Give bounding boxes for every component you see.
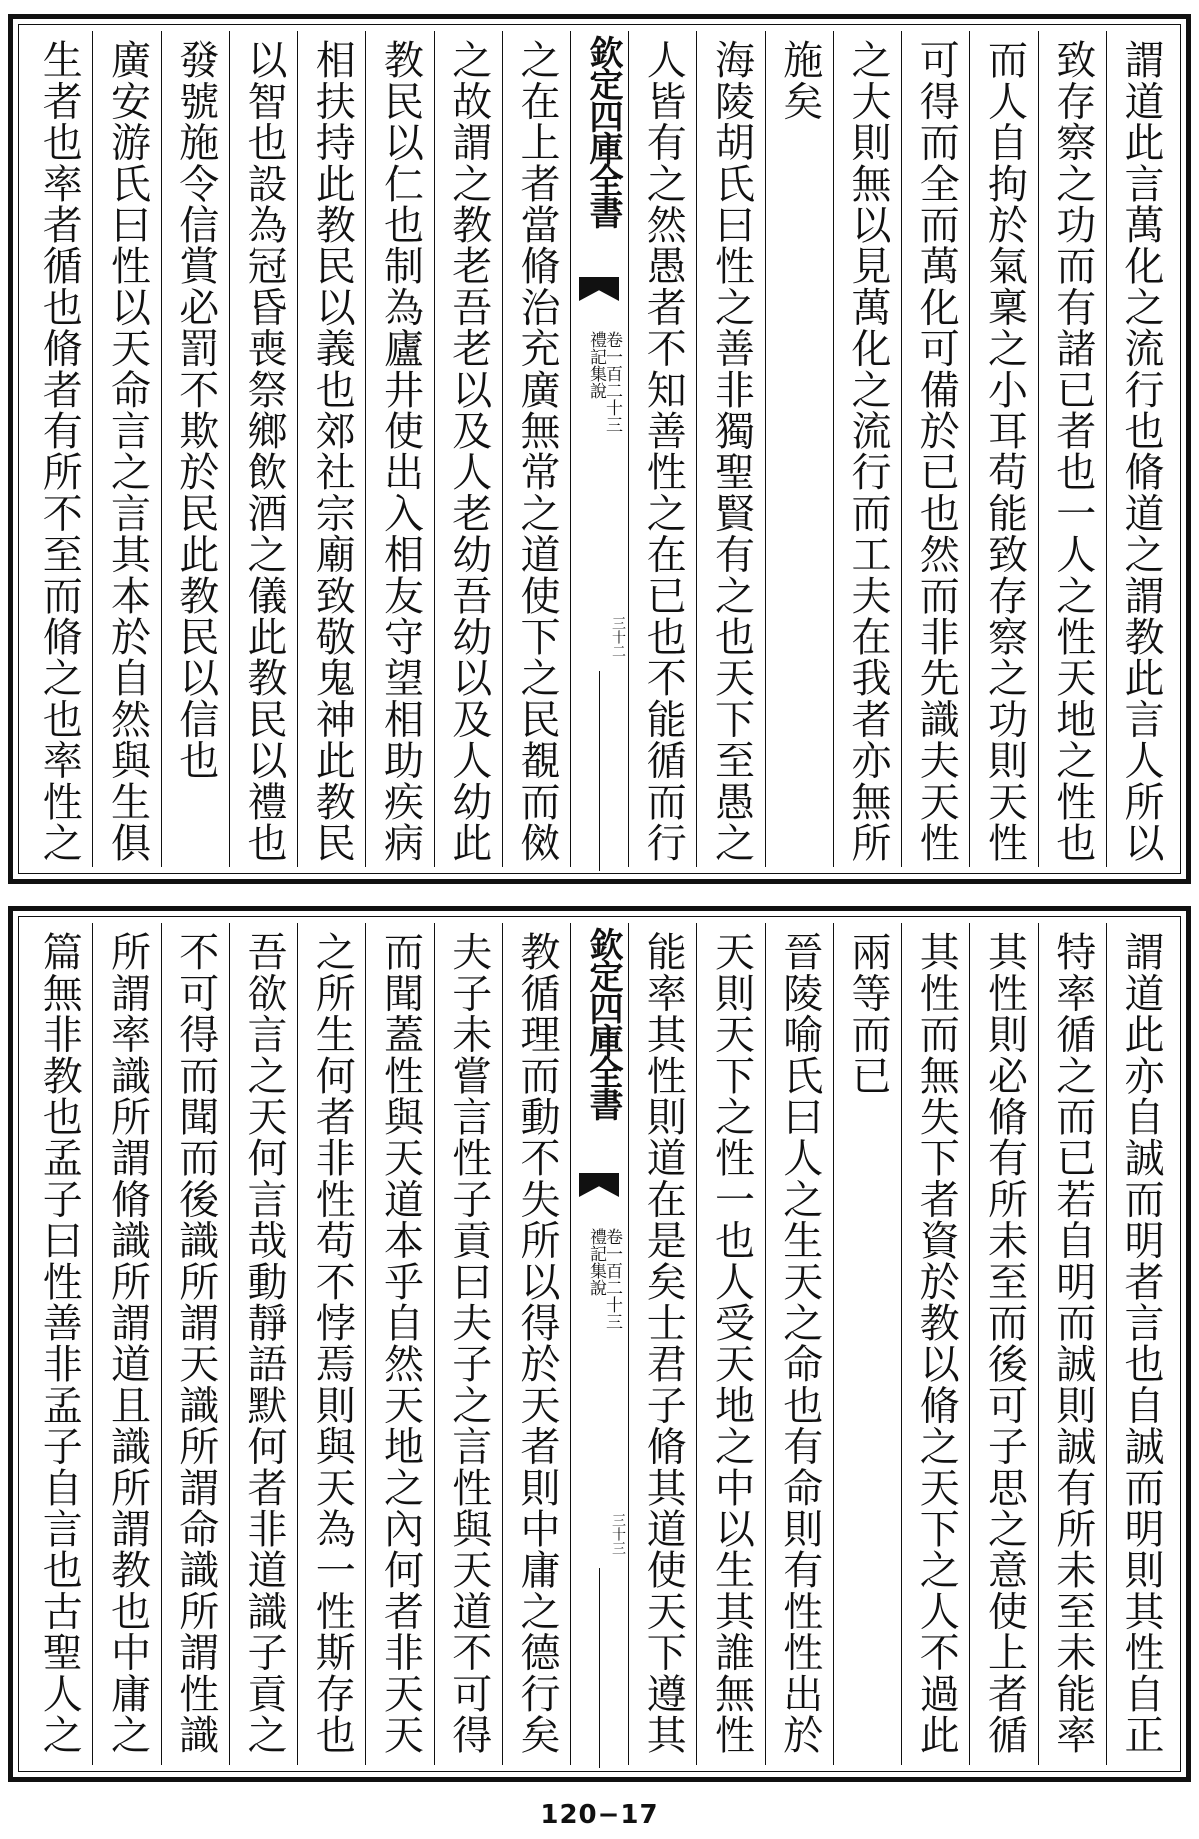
sub-title-line1: 禮記集說 (586, 1228, 606, 1296)
page-panel-bottom (8, 906, 1191, 1782)
page-number: 三十三 (610, 1513, 626, 1555)
page-panel-top (8, 14, 1191, 884)
text-column: 吾欲言之天何言哉動靜語默何者非道識子貢之 (229, 923, 297, 1765)
text-column: 兩等而已 (833, 923, 901, 1765)
text-column: 天則天下之性一也人受天地之中以生其誰無性 (696, 923, 764, 1765)
center-margin-banxin (570, 31, 628, 867)
sub-title-line1: 禮記集說 (586, 331, 606, 399)
text-column: 廣安游氏曰性以天命言之言其本於自然與生俱 (92, 31, 160, 867)
text-column: 人皆有之然愚者不知善性之在已也不能循而行 (628, 31, 696, 867)
text-column: 不可得而聞而後識所謂天識所謂命識所謂性識 (161, 923, 229, 1765)
text-column: 之故謂之教老吾老以及人老幼吾幼以及人幼此 (434, 31, 502, 867)
text-column: 致存察之功而有諸已者也一人之性天地之性也 (1038, 31, 1106, 867)
sub-title-line2: 卷一百二十三 (602, 331, 622, 433)
text-column: 海陵胡氏曰性之善非獨聖賢有之也天下至愚之 (696, 31, 764, 867)
text-column: 教循理而動不失所以得於天者則中庸之德行矣 (502, 923, 570, 1765)
text-column: 能率其性則道在是矣士君子脩其道使天下遵其 (628, 923, 696, 1765)
page-number: 三十二 (610, 616, 626, 658)
center-rule (599, 671, 600, 871)
text-column: 晉陵喻氏曰人之生天之命也有命則有性性出於 (765, 923, 833, 1765)
text-column: 夫子未嘗言性子貢曰夫子之言性與天道不可得 (434, 923, 502, 1765)
text-column: 之在上者當脩治充廣無常之道使下之民覩而傚 (502, 31, 570, 867)
text-column: 其性而無失下者資於教以脩之天下之人不過此 (901, 923, 969, 1765)
text-column: 之所生何者非性苟不悖焉則與天為一性斯存也 (297, 923, 365, 1765)
center-rule (599, 1568, 600, 1768)
text-column: 相扶持此教民以義也郊社宗廟致敬鬼神此教民 (297, 31, 365, 867)
text-column: 可得而全而萬化可備於已也然而非先識夫天性 (901, 31, 969, 867)
text-column: 施矣 (765, 31, 833, 867)
text-columns-bottom (25, 923, 1174, 1765)
text-columns-top (25, 31, 1174, 867)
text-column: 謂道此言萬化之流行也脩道之謂教此言人所以 (1106, 31, 1174, 867)
book-title: 欽定四庫全書 (583, 927, 623, 1119)
text-column: 以智也設為冠昏喪祭鄉飲酒之儀此教民以禮也 (229, 31, 297, 867)
text-column: 其性則必脩有所未至而後可子思之意使上者循 (969, 923, 1037, 1765)
fish-tail-ornament-icon (579, 277, 619, 301)
text-column: 教民以仁也制為廬井使出入相友守望相助疾病 (365, 31, 433, 867)
text-column: 而聞蓋性與天道本乎自然天地之內何者非天天 (365, 923, 433, 1765)
text-column: 謂道此亦自誠而明者言也自誠而明則其性自正 (1106, 923, 1174, 1765)
sub-title-line2: 卷一百二十三 (602, 1228, 622, 1330)
center-margin-banxin (570, 923, 628, 1765)
text-column: 特率循之而已若自明而誠則誠有所未至未能率 (1038, 923, 1106, 1765)
fish-tail-ornament-icon (579, 1173, 619, 1197)
text-column: 發號施令信賞必罰不欺於民此教民以信也 (161, 31, 229, 867)
text-column: 而人自拘於氣稟之小耳苟能致存察之功則天性 (969, 31, 1037, 867)
text-column: 之大則無以見萬化之流行而工夫在我者亦無所 (833, 31, 901, 867)
text-column: 所謂率識所謂脩識所謂道且識所謂教也中庸之 (92, 923, 160, 1765)
book-title: 欽定四庫全書 (583, 35, 623, 227)
text-column: 篇無非教也孟子曰性善非孟子自言也古聖人之 (36, 931, 83, 1755)
text-column: 生者也率者循也脩者有所不至而脩之也率性之 (36, 39, 83, 863)
folio-number: 120−17 (540, 1800, 659, 1830)
